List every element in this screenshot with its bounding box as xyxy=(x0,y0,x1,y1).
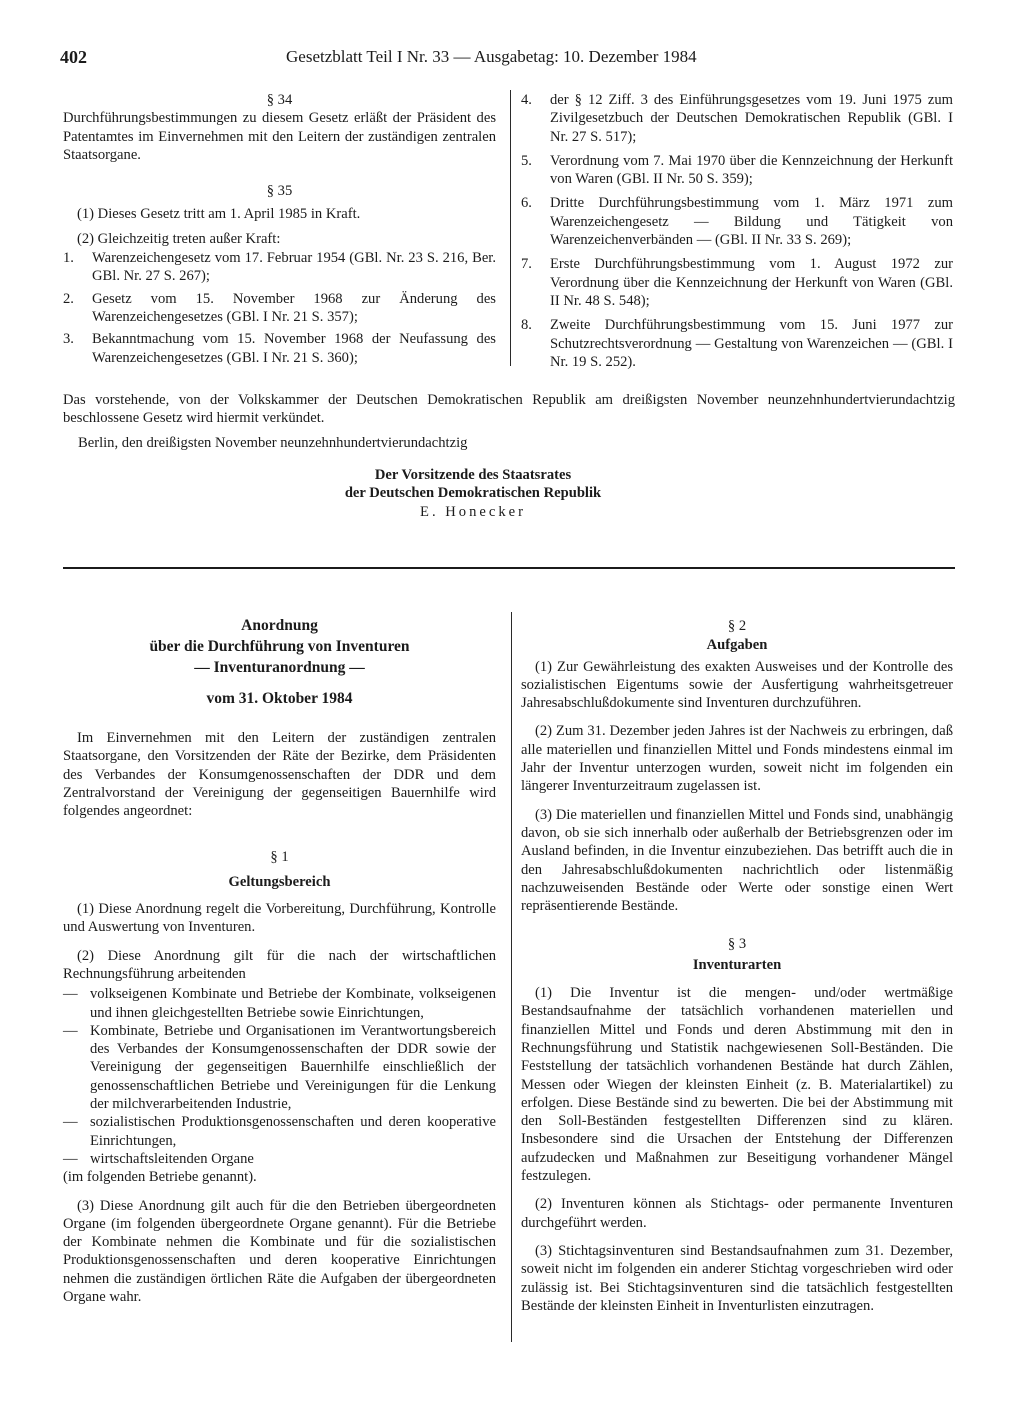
paragraph: (2) Gleichzeitig treten außer Kraft: xyxy=(77,230,281,247)
list-item: — wirtschaftsleitenden Organe xyxy=(63,1150,254,1167)
paragraph: (2) Zum 31. Dezember jeden Jahres ist der Nachweis zu erbringen, daß alle materiellen und finanziellen Mittel und Fonds mindestens einmal im Jahr der Inventur unterzogen wurden, soweit nicht im folgenden ein längerer Inventurzeitraum zugelassen ist. xyxy=(521,723,953,795)
decree-date: vom 31. Oktober 1984 xyxy=(206,690,353,707)
section-title: Aufgaben xyxy=(706,637,768,654)
signatory-title: Der Vorsitzende des Staatsrates xyxy=(374,466,572,483)
paragraph: (1) Die Inventur ist die mengen- und/oder wertmäßige Bestandsaufnahme der tatsächlich vorhandenen materiellen und finanziellen Mittel und Fonds und deren Abstimmung mit den in Rechnungsführung und Statistik nachgewiesenen Soll-Beständen. Die Feststellung der tatsächlich vorhandenen Bestände hat durch Zählen, Messen oder Wiegen der kleinsten Einheit (z. B. Materialartikel) zu erfolgen. Diese Bestände sind zu bewerten. Die bei der Abstimmung mit den Soll-Beständen festgestellten Differenzen sind zu klären. Insbesondere sind die Ursachen der Entstehung der Differenzen aufzudecken und Maßnahmen zur Beseitigung vorhandener Mängel festzulegen. xyxy=(521,985,953,1185)
signatory-title: der Deutschen Demokratischen Republik xyxy=(344,485,602,502)
section-heading: § 3 xyxy=(727,936,747,953)
paragraph: (3) Die materiellen und finanziellen Mittel und Fonds sind, unabhängig davon, ob sie sich innerhalb oder außerhalb der Betriebsgrenzen oder im Ausland befinden, in die Inventur einzubeziehen. Das betrifft auch die in den Jahresabschlußdokumenten nachrichtlich oder listenmäßig nachzuweisenden Bestände oder Werte oder sonstige einen Wert repräsentierende Bestände. xyxy=(521,806,953,915)
list-item: 8. Zweite Durchführungsbestimmung vom 15. Juni 1977 zur Schutzrechtsverordnung — Gestaltung von Warenzeichen — (GBl. I Nr. 19 S. 252). xyxy=(521,317,953,370)
lower-right-column xyxy=(521,617,953,1315)
lower-left-column xyxy=(63,615,496,1306)
paragraph: (1) Zur Gewährleistung des exakten Ausweises und der Kontrolle des sozialistischen Eigentums sowie der Ausfertigung wahrheitsgetreuer Jahresabschlußdokumente sind Inventuren durchzuführen. xyxy=(521,658,953,712)
column-divider xyxy=(511,612,512,1342)
page-header xyxy=(60,47,952,69)
running-title: Gesetzblatt Teil I Nr. 33 — Ausgabetag: 10. Dezember 1984 xyxy=(286,47,697,66)
list-item: — Kombinate, Betriebe und Organisationen im Verantwortungsbereich des Verbandes der Konsumgenossenschaften der DDR sowie der Vereinigung der gegenseitigen Bauernhilfe einschließlich der genossenschaftlichen Betriebe und Vereinigungen für die Lenkung der milchverarbeitenden Industrie, xyxy=(63,1022,496,1113)
paragraph: (2) Inventuren können als Stichtags- oder permanente Inventuren durchgeführt werden. xyxy=(521,1196,953,1231)
upper-left-column xyxy=(63,91,496,367)
signatory-name: E. Honecker xyxy=(420,504,526,521)
paragraph: (im folgenden Betriebe genannt). xyxy=(63,1169,257,1186)
section-title: Inventurarten xyxy=(692,956,782,973)
section-title: Geltungsbereich xyxy=(228,873,331,890)
paragraph: (2) Diese Anordnung gilt für die nach der wirtschaftlichen Rechnungsführung arbeitenden xyxy=(63,947,496,982)
paragraph: (3) Diese Anordnung gilt auch für die den Betrieben übergeordneten Organe (im folgenden übergeordnete Organe genannt). Für die Betriebe der Kombinate nehmen die Kombinate und für die sozialistischen Produktionsgenossenschaften und deren kooperative Einrichtungen nehmen die zuständigen örtlichen Räte die Aufgaben der übergeordneten Organe wahr. xyxy=(63,1197,496,1306)
paragraph: (3) Stichtagsinventuren sind Bestandsaufnahmen zum 31. Dezember, soweit nicht im folgenden ein anderer Stichtag vorgeschrieben wird oder zulässig ist. Bei Stichtagsinventuren sind die tatsächlich festgestellten Bestände der kleinsten Einheit in Inventurlisten einzutragen. xyxy=(521,1242,953,1314)
place-date: Berlin, den dreißigsten November neunzehnhundertvierundachtzig xyxy=(78,434,468,451)
section-heading: § 35 xyxy=(266,183,293,200)
list-item: 7. Erste Durchführungsbestimmung vom 1. August 1972 zur Verordnung über die Kennzeichnung der Herkunft von Waren (GBl. II Nr. 48 S. 548); xyxy=(521,256,953,309)
promulgation-block xyxy=(63,391,955,522)
list-item: 6. Dritte Durchführungsbestimmung vom 1. März 1971 zum Warenzeichengesetz — Bildung und Tätigkeit von Warenzeichenverbänden — (GBl. II Nr. 33 S. 269); xyxy=(521,195,953,249)
upper-right-column xyxy=(521,91,953,371)
list-item: 5. Verordnung vom 7. Mai 1970 über die Kennzeichnung der Herkunft von Waren (GBl. II Nr. 50 S. 359); xyxy=(521,152,953,188)
column-divider xyxy=(510,90,511,366)
paragraph: Durchführungsbestimmungen zu diesem Gesetz erläßt der Präsident des Patentamtes im Einvernehmen mit den Leitern der zuständigen zentralen Staatsorgane. xyxy=(63,110,496,163)
section-heading: § 34 xyxy=(266,92,293,108)
section-heading: § 1 xyxy=(270,849,289,866)
paragraph: (1) Diese Anordnung regelt die Vorbereitung, Durchführung, Kontrolle und Auswertung von Inventuren. xyxy=(63,901,496,936)
list-item: — volkseigenen Kombinate und Betriebe der Kombinate, volkseigenen und ihnen gleichgestellten Betriebe sowie Einrichtungen, xyxy=(63,986,496,1021)
section-heading: § 2 xyxy=(727,618,747,634)
list-item: — sozialistischen Produktionsgenossenschaften und deren kooperative Einrichtungen, xyxy=(63,1114,496,1149)
page-number: 402 xyxy=(60,47,87,67)
list-item: 4. der § 12 Ziff. 3 des Einführungsgesetzes vom 19. Juni 1975 zum Zivilgesetzbuch der Deutschen Demokratischen Republik (GBl. I Nr. 27 S. 517); xyxy=(521,92,953,145)
paragraph: (1) Dieses Gesetz tritt am 1. April 1985 in Kraft. xyxy=(77,206,361,223)
promulgation-text: Das vorstehende, von der Volkskammer der Deutschen Demokratischen Republik am dreißigsten November neunzehnhundertvierundachtzig beschlossene Gesetz wird hiermit verkündet. xyxy=(63,392,955,427)
preamble: Im Einvernehmen mit den Leitern der zuständigen zentralen Staatsorgane, den Vorsitzenden der Räte der Bezirke, dem Präsidenten des Verbandes der Konsumgenossenschaften der DDR und dem Zentralvorstand der Vereinigung der gegenseitigen Bauernhilfe wird folgendes angeordnet: xyxy=(63,730,496,820)
section-divider xyxy=(63,567,955,569)
list-item: 3. Bekanntmachung vom 15. November 1968 der Neufassung des Warenzeichengesetzes (GBl. I Nr. 21 S. 360); xyxy=(63,331,496,366)
list-item: 2. Gesetz vom 15. November 1968 zur Änderung des Warenzeichengesetzes (GBl. I Nr. 21 S. 357); xyxy=(63,290,496,325)
list-item: 1. Warenzeichengesetz vom 17. Februar 1954 (GBl. Nr. 23 S. 216, Ber. GBl. Nr. 27 S. 267); xyxy=(63,250,496,285)
decree-subtitle: — Inventuranordnung — xyxy=(194,659,365,676)
decree-title: Anordnung xyxy=(241,617,318,634)
decree-title: über die Durchführung von Inventuren xyxy=(149,638,410,655)
